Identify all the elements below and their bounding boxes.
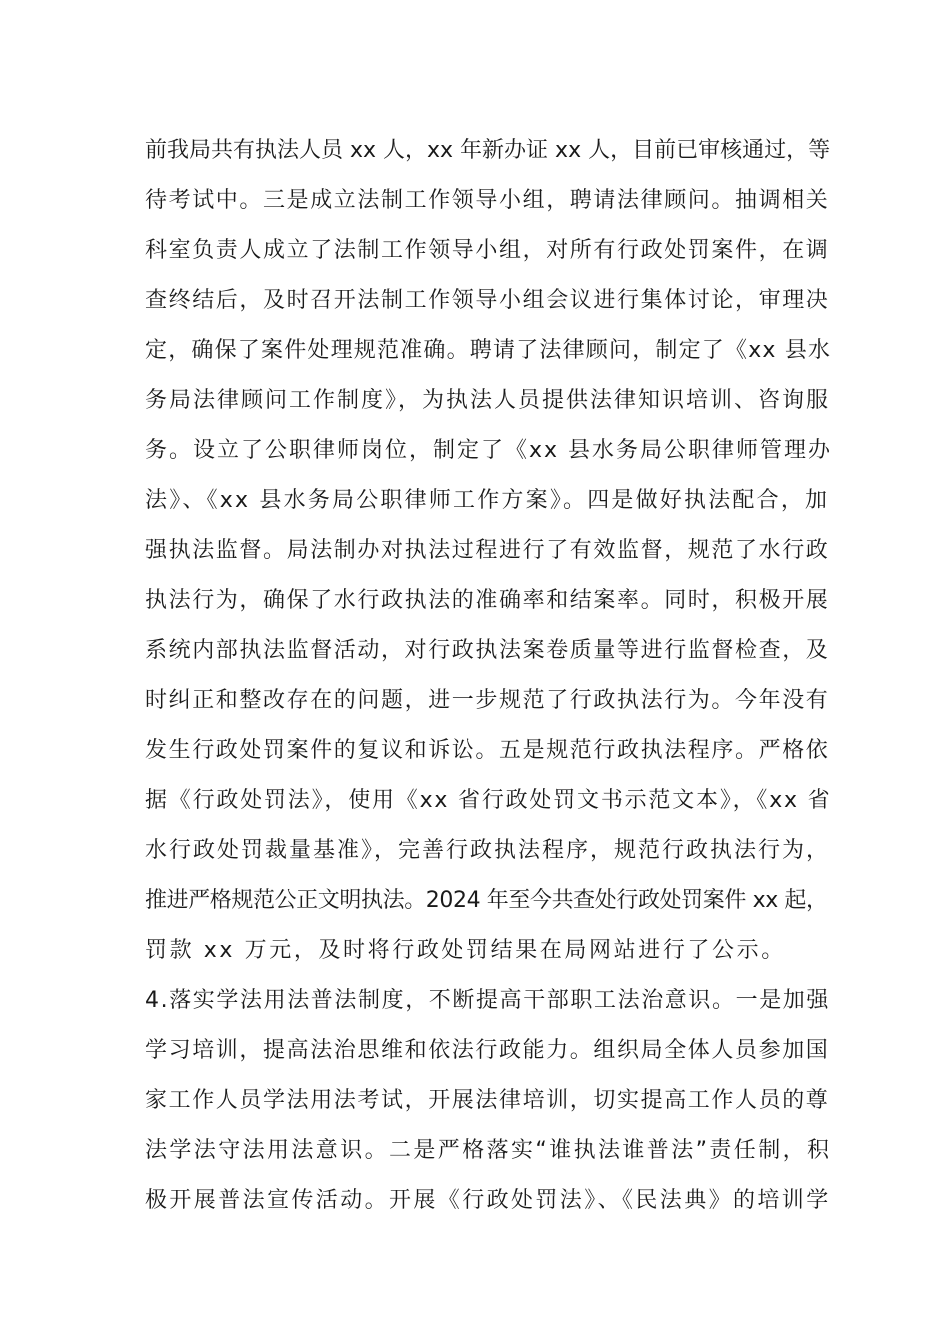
section-heading-line: 4.落实学法用法普法制度，不断提高干部职工法治意识。一是加强 [145, 988, 830, 1013]
text-line: 法》、《xx 县水务局公职律师工作方案》。四是做好执法配合，加 [145, 488, 830, 513]
text-line: 推进严格规范公正文明执法。2024 年至今共查处行政处罚案件 xx 起， [145, 888, 828, 913]
text-line: 罚款 xx 万元，及时将行政处罚结果在局网站进行了公示。 [145, 938, 786, 963]
text-line: 查终结后，及时召开法制工作领导小组会议进行集体讨论，审理决 [145, 288, 830, 313]
text-line: 待考试中。三是成立法制工作领导小组，聘请法律顾问。抽调相关 [145, 188, 830, 213]
text-line: 法学法守法用法意识。二是严格落实“谁执法谁普法”责任制，积 [145, 1138, 832, 1163]
text-line: 据《行政处罚法》，使用《xx 省行政处罚文书示范文本》，《xx 省 [145, 788, 832, 813]
text-line: 发生行政处罚案件的复议和诉讼。五是规范行政执法程序。严格依 [145, 738, 830, 763]
text-line: 水行政处罚裁量基准》，完善行政执法程序，规范行政执法行为， [145, 838, 831, 863]
text-line: 务局法律顾问工作制度》，为执法人员提供法律知识培训、咨询服 [145, 388, 831, 413]
text-line: 务。设立了公职律师岗位，制定了《xx 县水务局公职律师管理办 [145, 438, 833, 463]
text-line: 系统内部执法监督活动，对行政执法案卷质量等进行监督检查，及 [145, 638, 830, 663]
text-line: 前我局共有执法人员 xx 人，xx 年新办证 xx 人，目前已审核通过，等 [145, 138, 831, 163]
text-line: 时纠正和整改存在的问题，进一步规范了行政执法行为。今年没有 [145, 688, 830, 713]
text-line: 学习培训，提高法治思维和依法行政能力。组织局全体人员参加国 [145, 1038, 830, 1063]
text-line: 家工作人员学法用法考试，开展法律培训，切实提高工作人员的尊 [145, 1088, 830, 1113]
text-line: 科室负责人成立了法制工作领导小组，对所有行政处罚案件，在调 [145, 238, 830, 263]
text-line: 执法行为，确保了水行政执法的准确率和结案率。同时，积极开展 [145, 588, 830, 613]
text-line: 定，确保了案件处理规范准确。聘请了法律顾问，制定了《xx 县水 [145, 338, 832, 363]
text-line: 极开展普法宣传活动。开展《行政处罚法》、《民法典》的培训学 [145, 1188, 831, 1213]
text-line: 强执法监督。局法制办对执法过程进行了有效监督，规范了水行政 [145, 538, 830, 563]
